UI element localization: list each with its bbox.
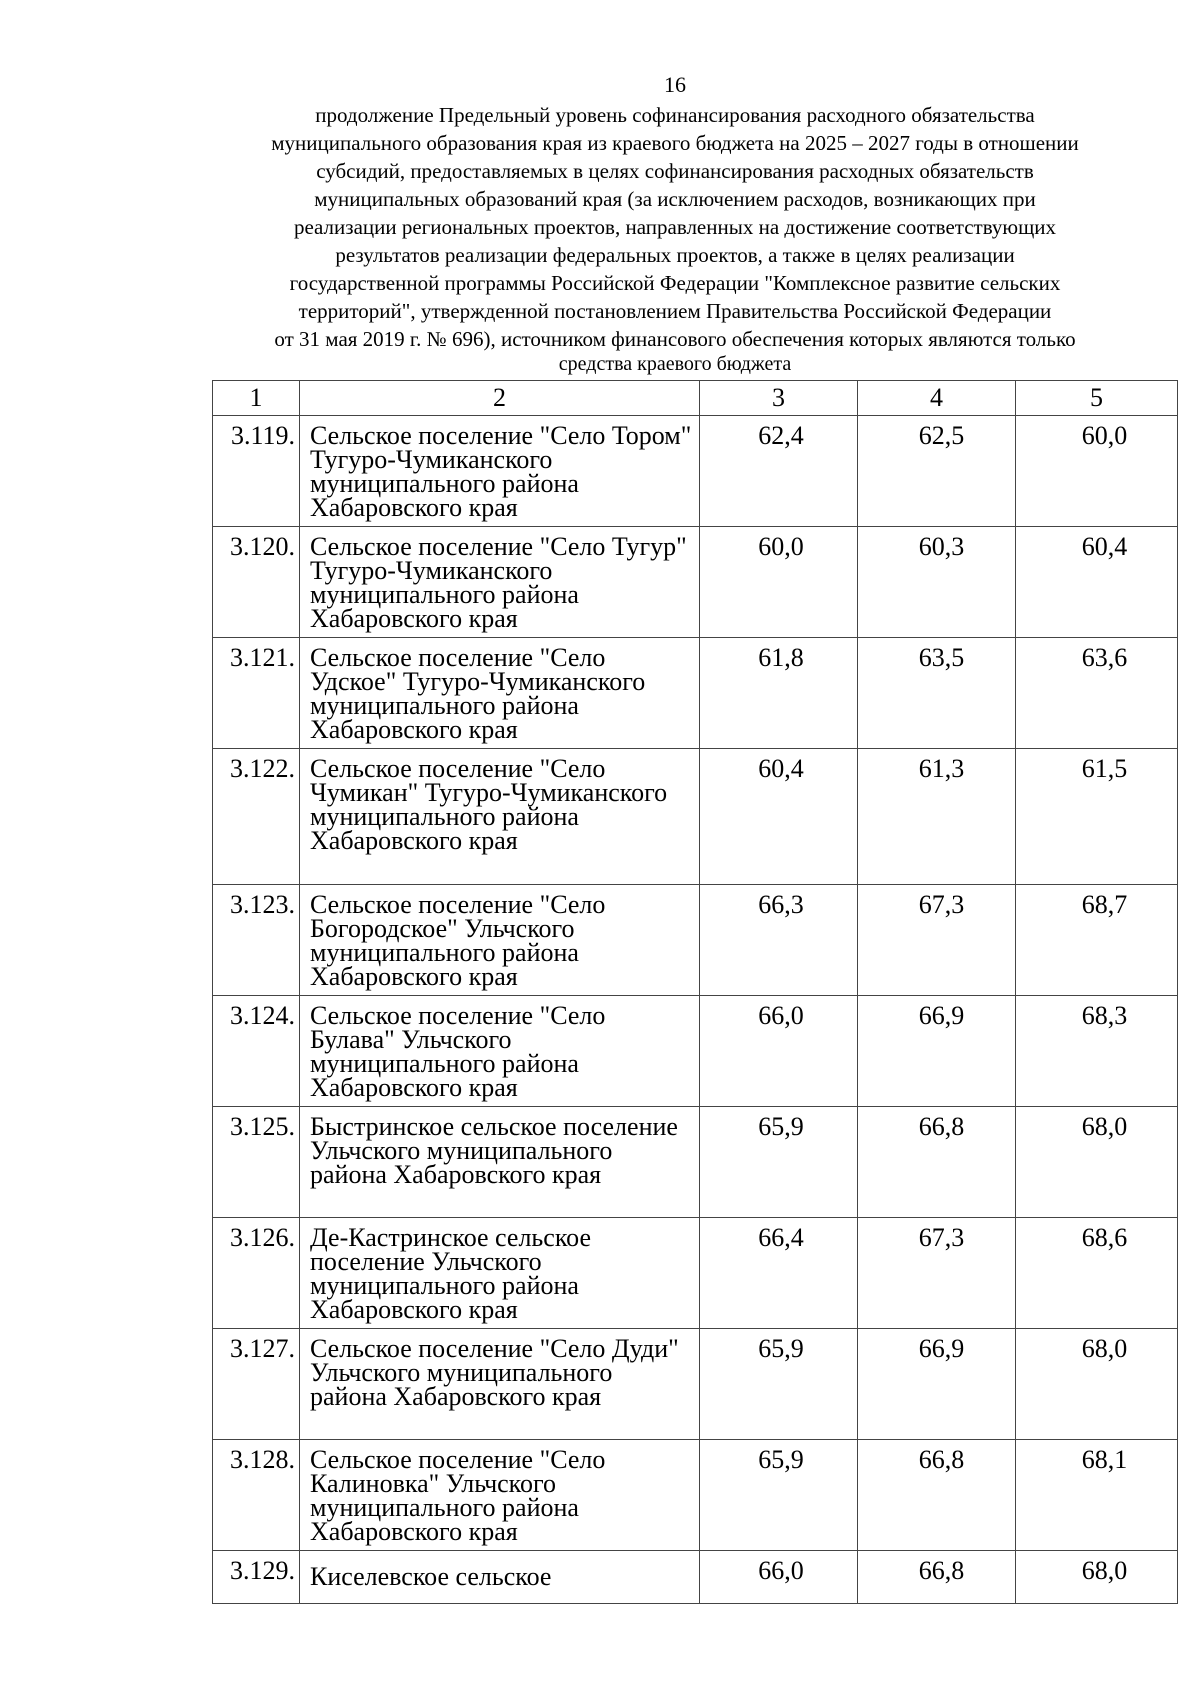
municipality-name-cell: Де-Кастринское сельское поселение Ульчского муниципального района Хабаровского края: [300, 1218, 700, 1329]
municipality-name-cell: Сельское поселение "Село Чумикан" Тугуро-Чумиканского муниципального района Хабаровского края: [300, 749, 700, 885]
heading-line: продолжение Предельный уровень софинансирования расходного обязательства: [315, 103, 1035, 127]
row-number-cell: 3.121.: [213, 638, 300, 749]
value-2026-cell: 66,9: [858, 996, 1016, 1107]
value-2027-cell: 61,5: [1016, 749, 1178, 885]
table-row: [213, 749, 1178, 885]
municipality-name-cell: Сельское поселение "Село Богородское" Ульчского муниципального района Хабаровского края: [300, 885, 700, 996]
co-financing-table: [212, 380, 1178, 1604]
heading-line: от 31 мая 2019 г. № 696), источником финансового обеспечения которых являются только: [274, 327, 1076, 351]
table-row: [213, 1440, 1178, 1551]
municipality-name-cell: Киселевское сельское: [300, 1551, 700, 1604]
table-row: [213, 885, 1178, 996]
heading-line: государственной программы Российской Федерации "Комплексное развитие сельских: [289, 271, 1061, 295]
column-header: 3: [700, 381, 858, 416]
table-row: [213, 527, 1178, 638]
value-2026-cell: 60,3: [858, 527, 1016, 638]
table-row: [213, 416, 1178, 527]
value-2026-cell: 66,8: [858, 1107, 1016, 1218]
column-header: 4: [858, 381, 1016, 416]
table-header-row: [213, 381, 1178, 416]
heading-line: территорий", утвержденной постановлением Правительства Российской Федерации: [298, 299, 1052, 323]
municipality-name-cell: Сельское поселение "Село Тугур" Тугуро-Чумиканского муниципального района Хабаровского края: [300, 527, 700, 638]
row-number-cell: 3.124.: [213, 996, 300, 1107]
value-2027-cell: 68,0: [1016, 1107, 1178, 1218]
row-number-cell: 3.127.: [213, 1329, 300, 1440]
row-number-cell: 3.119.: [213, 416, 300, 527]
municipality-name-cell: Быстринское сельское поселение Ульчского муниципального района Хабаровского края: [300, 1107, 700, 1218]
heading-line: муниципальных образований края (за исключением расходов, возникающих при: [314, 187, 1036, 211]
table-row: [213, 1107, 1178, 1218]
value-2026-cell: 63,5: [858, 638, 1016, 749]
value-2027-cell: 68,6: [1016, 1218, 1178, 1329]
value-2025-cell: 60,4: [700, 749, 858, 885]
row-number-cell: 3.129.: [213, 1551, 300, 1604]
column-header: 2: [300, 381, 700, 416]
table-row: [213, 1218, 1178, 1329]
value-2025-cell: 65,9: [700, 1440, 858, 1551]
value-2026-cell: 61,3: [858, 749, 1016, 885]
value-2025-cell: 60,0: [700, 527, 858, 638]
value-2027-cell: 60,4: [1016, 527, 1178, 638]
table-row: [213, 1329, 1178, 1440]
municipality-name-cell: Сельское поселение "Село Тором" Тугуро-Чумиканского муниципального района Хабаровского края: [300, 416, 700, 527]
row-number-cell: 3.120.: [213, 527, 300, 638]
value-2027-cell: 68,1: [1016, 1440, 1178, 1551]
column-header: 5: [1016, 381, 1178, 416]
value-2026-cell: 67,3: [858, 885, 1016, 996]
value-2026-cell: 67,3: [858, 1218, 1016, 1329]
heading-line: субсидий, предоставляемых в целях софинансирования расходных обязательств: [316, 159, 1034, 183]
value-2027-cell: 63,6: [1016, 638, 1178, 749]
table-row: [213, 638, 1178, 749]
municipality-name-cell: Сельское поселение "Село Калиновка" Ульчского муниципального района Хабаровского края: [300, 1440, 700, 1551]
value-2027-cell: 68,0: [1016, 1551, 1178, 1604]
municipality-name-cell: Сельское поселение "Село Дуди" Ульчского муниципального района Хабаровского края: [300, 1329, 700, 1440]
page-number: 16: [664, 72, 686, 97]
value-2025-cell: 66,4: [700, 1218, 858, 1329]
municipality-name-cell: Сельское поселение "Село Булава" Ульчского муниципального района Хабаровского края: [300, 996, 700, 1107]
row-number-cell: 3.122.: [213, 749, 300, 885]
row-number-cell: 3.126.: [213, 1218, 300, 1329]
value-2025-cell: 61,8: [700, 638, 858, 749]
table-row: [213, 996, 1178, 1107]
row-number-cell: 3.128.: [213, 1440, 300, 1551]
heading-line: реализации региональных проектов, направленных на достижение соответствующих: [293, 215, 1057, 239]
value-2027-cell: 60,0: [1016, 416, 1178, 527]
value-2025-cell: 65,9: [700, 1329, 858, 1440]
municipality-name-cell: Сельское поселение "Село Удское" Тугуро-Чумиканского муниципального района Хабаровского края: [300, 638, 700, 749]
value-2025-cell: 66,0: [700, 1551, 858, 1604]
table-row: [213, 1551, 1178, 1604]
heading-line: средства краевого бюджета: [558, 353, 792, 375]
value-2026-cell: 66,8: [858, 1551, 1016, 1604]
heading-line: результатов реализации федеральных проектов, а также в целях реализации: [335, 243, 1015, 267]
value-2026-cell: 62,5: [858, 416, 1016, 527]
value-2026-cell: 66,8: [858, 1440, 1016, 1551]
value-2026-cell: 66,9: [858, 1329, 1016, 1440]
row-number-cell: 3.125.: [213, 1107, 300, 1218]
value-2025-cell: 66,3: [700, 885, 858, 996]
value-2027-cell: 68,0: [1016, 1329, 1178, 1440]
heading-line: муниципального образования края из краевого бюджета на 2025 – 2027 годы в отношении: [271, 131, 1079, 155]
value-2025-cell: 65,9: [700, 1107, 858, 1218]
value-2025-cell: 66,0: [700, 996, 858, 1107]
row-number-cell: 3.123.: [213, 885, 300, 996]
document-heading: [200, 101, 1150, 375]
value-2027-cell: 68,3: [1016, 996, 1178, 1107]
value-2025-cell: 62,4: [700, 416, 858, 527]
value-2027-cell: 68,7: [1016, 885, 1178, 996]
column-header: 1: [213, 381, 300, 416]
